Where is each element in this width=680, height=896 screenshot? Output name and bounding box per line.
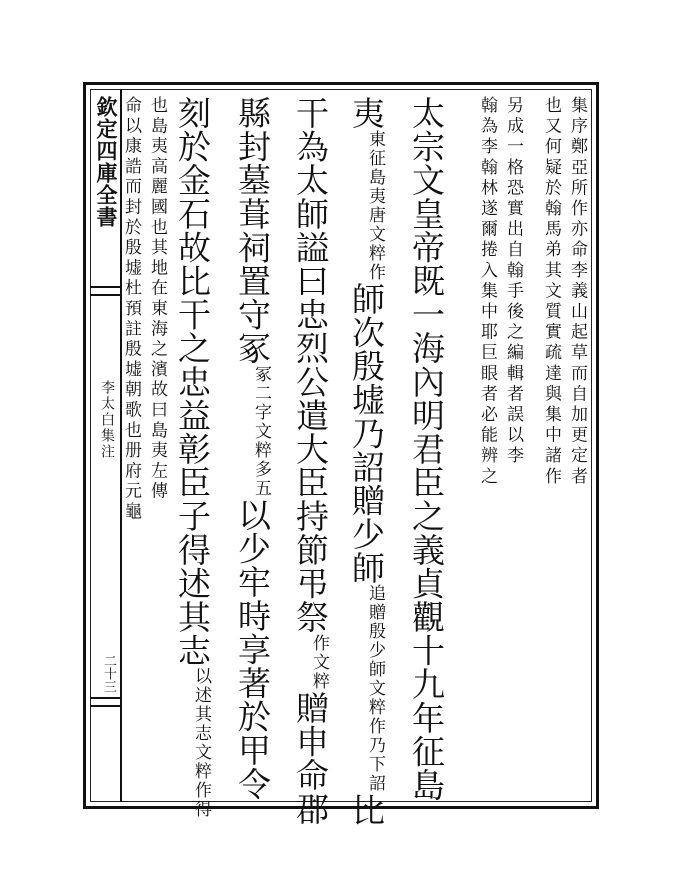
margin-series-title: 欽定四庫全書 bbox=[94, 96, 119, 228]
inline-note bbox=[344, 130, 388, 282]
main-text: 干為太師謚曰忠烈公遣大臣持節弔祭 bbox=[291, 96, 330, 634]
note-line-right: 文粹作乃下詔 bbox=[365, 679, 385, 794]
inline-note bbox=[344, 584, 388, 793]
commentary-line-left: 命以康誥而封於殷墟杜預註殷墟朝歌也册府元龜 bbox=[121, 96, 141, 523]
main-text: 太宗文皇帝既一海內明君臣之義貞觀十九年征島 bbox=[407, 96, 446, 802]
commentary-fragment: 島夷高麗國也其地在東海之濱故曰島夷左傳 bbox=[147, 116, 167, 503]
column-flow bbox=[230, 96, 274, 800]
commentary-line-left: 也又何疑於翰馬弟其文質實疏達與集中諸作 bbox=[541, 96, 561, 488]
note-line-left: 以述其志 bbox=[191, 667, 211, 744]
note-line-left: 冢二字 bbox=[251, 364, 271, 422]
text-column-3 bbox=[404, 96, 454, 802]
text-column-8 bbox=[121, 96, 170, 796]
main-text: 刻於金石故比干之忠益彰臣子得述其志 bbox=[173, 96, 212, 668]
column-flow bbox=[344, 96, 388, 827]
main-text: 以少牢時享著於甲令 bbox=[233, 497, 272, 801]
text-column-2 bbox=[456, 96, 526, 796]
commentary-line-left: 翰為李翰林遂爾捲入集中耶巨眼者必能辨之 bbox=[477, 96, 497, 488]
main-text: 贈申命郡 bbox=[291, 690, 330, 826]
column-flow bbox=[288, 96, 332, 825]
column-flow bbox=[170, 96, 214, 819]
note-line-right: 唐文粹作 bbox=[365, 205, 385, 282]
main-text: 縣封墓葺祠置守冢 bbox=[233, 96, 272, 365]
note-line-left: 追贈殷少師 bbox=[365, 584, 385, 680]
commentary-line-right bbox=[144, 96, 170, 502]
inline-note bbox=[170, 667, 214, 819]
note-line-right: 文粹作得 bbox=[191, 743, 211, 820]
text-column-5 bbox=[288, 96, 344, 826]
main-text: 比 bbox=[347, 793, 386, 827]
margin-book-title: 李太白集注 bbox=[99, 380, 115, 460]
main-text: 夷 bbox=[347, 96, 386, 130]
text-column-1 bbox=[520, 96, 590, 796]
text-column-7 bbox=[170, 96, 230, 820]
text-column-6 bbox=[230, 96, 288, 801]
inline-note bbox=[288, 634, 332, 691]
commentary-line-right-group bbox=[144, 96, 170, 796]
commentary-line-right: 集序鄭亞所作亦命李義山起草而自加更定者 bbox=[567, 96, 587, 488]
margin-page-number: 二十三 bbox=[101, 654, 116, 693]
commentary-fragment: 也 bbox=[147, 96, 167, 117]
note-line-left: 作 bbox=[309, 633, 329, 653]
note-line-left: 東征島夷 bbox=[365, 129, 385, 206]
note-line-right: 文粹 bbox=[309, 652, 329, 691]
main-text: 師次殷墟乃詔贈少師 bbox=[347, 281, 386, 585]
inline-note bbox=[230, 365, 274, 498]
note-line-right: 文粹多五 bbox=[251, 421, 271, 498]
text-column-4 bbox=[344, 96, 402, 827]
commentary-line-right: 另成一格恐實出自翰手後之編輯者誤以李 bbox=[503, 96, 523, 467]
